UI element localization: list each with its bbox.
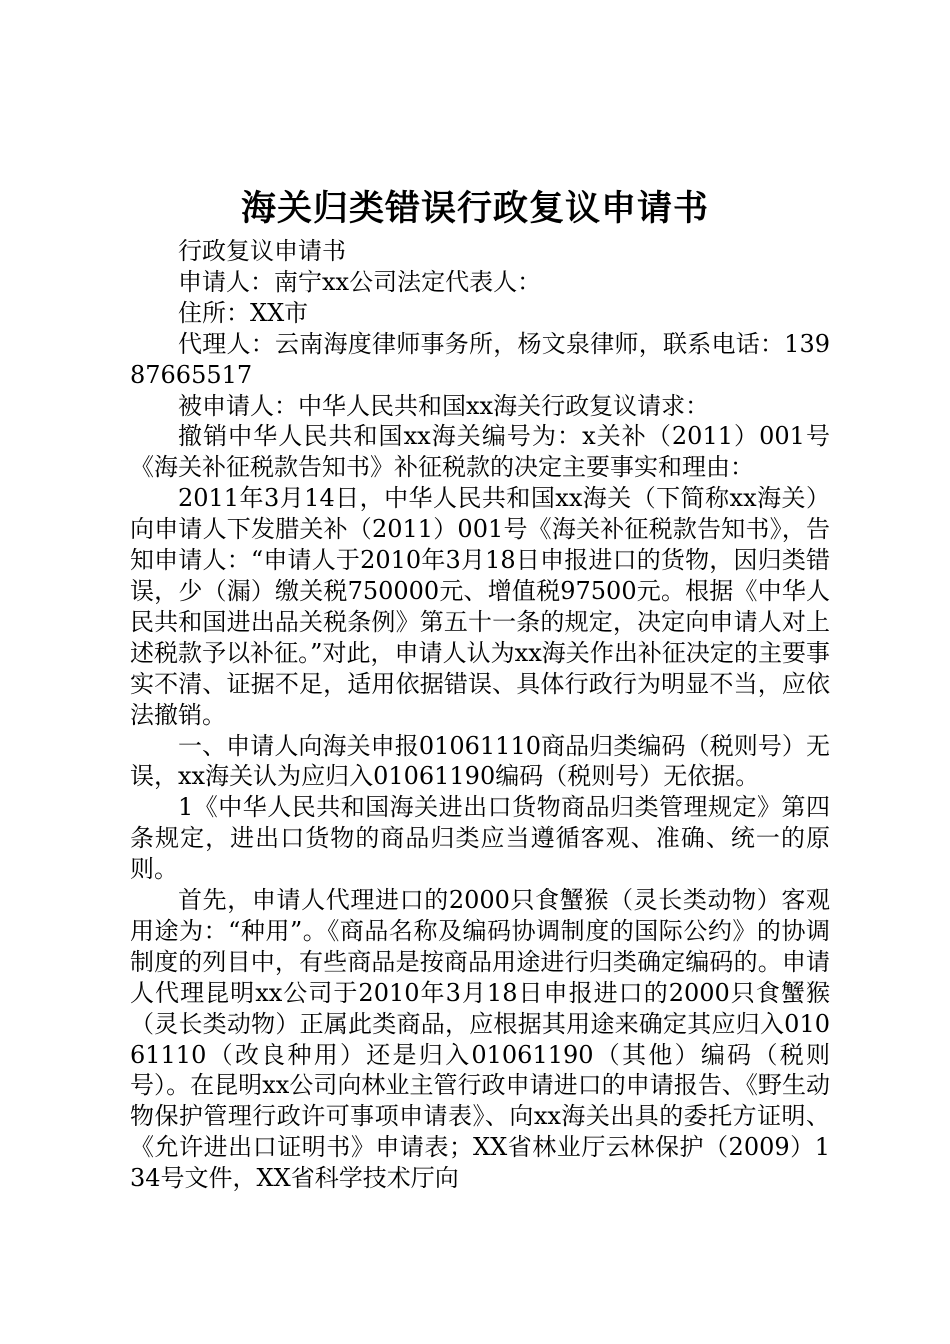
- paragraph-facts: 2011年3月14日，中华人民共和国xx海关（下简称xx海关）向申请人下发腊关补（2011）001号《海关补征税款告知书》，告知申请人：“申请人于2010年3月18日申报进口的货物，因归类错误，少（漏）缴关税750000元、增值税97500元。根据《中华人民共和国进出品关税条例》第五十一条的规定，决定向申请人对上述税款予以补征。”对此，申请人认为xx海关作出补征决定的主要事实不清、证据不足，适用依据错误、具体行政行为明显不当，应依法撤销。: [130, 484, 830, 729]
- paragraph-heading: 行政复议申请书: [178, 237, 346, 265]
- paragraph-respondent: 被申请人：中华人民共和国xx海关行政复议请求：: [178, 391, 710, 420]
- paragraph-applicant: 申请人：南宁xx公司法定代表人：: [178, 267, 542, 296]
- paragraph-address: 住所：XX市: [178, 298, 309, 327]
- paragraph-firstly: 首先，申请人代理进口的2000只食蟹猴（灵长类动物）客观用途为：“种用”。《商品名称及编码协调制度的国际公约》的协调制度的列目中，有些商品是按商品用途进行归类确定编码的。申请人代理昆明xx公司于2010年3月18日申报进口的2000只食蟹猴（灵长类动物）正属此类商品，应根据其用途来确定其应归入01061110（改良种用）还是归入01061190（其他）编码（税则号）。在昆明xx公司向林业主管行政申请进口的申请报告、《野生动物保护管理行政许可事项申请表》、向xx海关出具的委托方证明、《允许进出口证明书》申请表；XX省林业厅云林保护（2009）134号文件，XX省科学技术厅向: [130, 886, 830, 1193]
- paragraph-agent: 代理人：云南海度律师事务所，杨文泉律师，联系电话：13987665517: [130, 329, 830, 389]
- paragraph-regulation: 1《中华人民共和国海关进出口货物商品归类管理规定》第四条规定，进出口货物的商品归类应当遵循客观、准确、统一的原则。: [130, 793, 830, 884]
- paragraph-point-one: 一、申请人向海关申报01061110商品归类编码（税则号）无误，xx海关认为应归入01061190编码（税则号）无依据。: [130, 731, 830, 791]
- document-body: [130, 236, 830, 1194]
- document-title: 海关归类错误行政复议申请书: [240, 188, 709, 229]
- paragraph-request: 撤销中华人民共和国xx海关编号为：x关补（2011）001号《海关补征税款告知书》补征税款的决定主要事实和理由：: [130, 422, 830, 482]
